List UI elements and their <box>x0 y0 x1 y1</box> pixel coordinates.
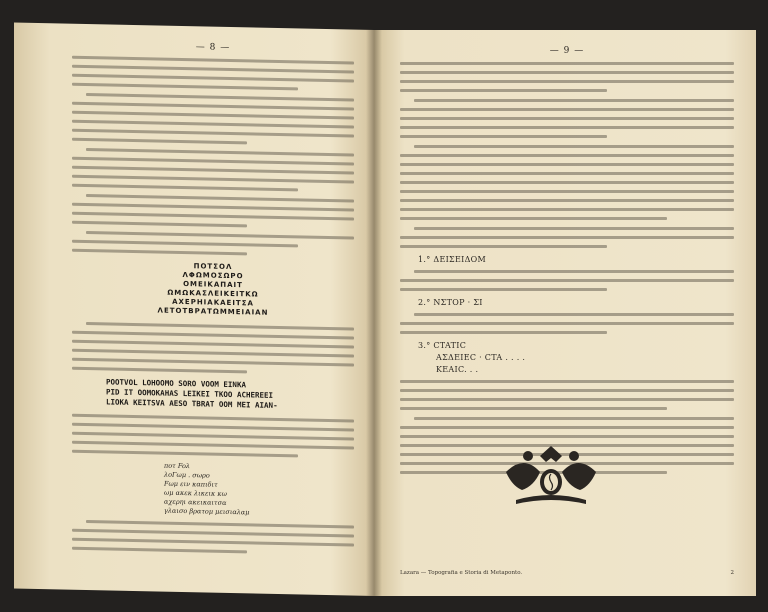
text-block <box>400 380 734 410</box>
entry-line: ΑΣΔΕΙΕC · CTA . . . . <box>436 353 526 362</box>
text-block <box>400 313 734 334</box>
text-block <box>400 270 734 291</box>
text-block <box>72 93 354 147</box>
text-block <box>72 414 354 459</box>
footer-text: Lazara — Topografia e Storia di Metaponto. <box>400 570 523 576</box>
text-block <box>72 322 354 376</box>
entry-line: KEAIC. . . <box>436 365 479 374</box>
book-gutter <box>366 30 382 596</box>
text-block <box>72 56 354 92</box>
inscription-latin-transcription: POOTVOL LOHOOMO SORO VOOM EINKA PID IT OOMOKAHAS LEIKEI TKOO ACHEREEI LIOKA KEITSVA AESO TBRAT OOM MEI AIAN- <box>106 377 278 410</box>
left-page <box>14 22 374 596</box>
footer-signature: 2 <box>730 570 734 576</box>
text-block <box>400 99 734 138</box>
text-block <box>400 227 734 248</box>
text-block <box>72 148 354 193</box>
text-block <box>72 194 354 230</box>
page-footer <box>400 570 734 576</box>
page-number: — 9 — <box>549 46 585 56</box>
inscription-greek-transcription: ποτ Foλ λοΓωμ . σωρο Fωμ ειν καπιδιτ ωμ ακεκ λικεικ κω αχερηι ακεικαιτσα γλαισο βρατομ μεισιαλαμ <box>164 461 250 517</box>
right-page <box>374 30 756 596</box>
book-spread <box>14 30 756 596</box>
text-block <box>400 62 734 92</box>
entry-heading: 3.° CTATIC <box>418 341 467 350</box>
ornament-vignette <box>496 442 606 510</box>
entry-heading: 2.° ΝΣΤΟΡ · ΣΙ <box>418 298 483 307</box>
entry-heading: 1.° ΔΕΙΣΕΙΔΟΜ <box>418 255 487 264</box>
page-number: — 8 — <box>195 42 231 53</box>
text-block <box>400 145 734 220</box>
footnotes <box>72 231 354 258</box>
text-block <box>72 520 354 556</box>
inscription-greek: ΠΟΤΣΟΛ ΛΦΩΜΟΣΩΡΟ ΟΜΕΙΚΑΠΑΙΤ ΩΜΩΚΑΣΛΕΙΚΕΙΤΚΩ ΑΧΕΡΗΙΑΚΑΕΙΤΣΑ ΛΕΤΟΤΒΡΑΤΩΜΜΕΙΑΙΑΝ <box>157 262 269 317</box>
